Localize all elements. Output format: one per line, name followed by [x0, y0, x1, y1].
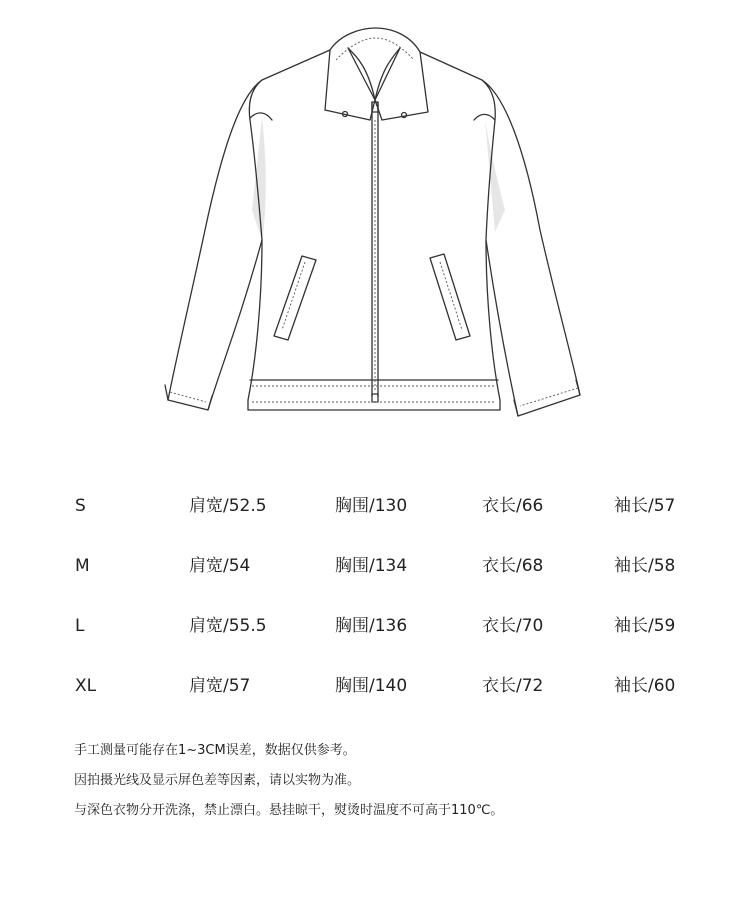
shoulder-width: 肩宽/55.5: [189, 616, 267, 636]
shoulder-width: 肩宽/57: [189, 676, 251, 696]
garment-length: 衣长/66: [482, 496, 544, 516]
garment-length: 衣长/72: [482, 676, 544, 696]
garment-length: 衣长/68: [482, 556, 544, 576]
measurement-note: 手工测量可能存在1~3CM误差，数据仅供参考。: [74, 743, 356, 758]
shoulder-width: 肩宽/54: [189, 556, 251, 576]
size-label: L: [75, 616, 85, 636]
size-row-s: [0, 478, 750, 538]
jacket-flat-sketch-icon: [160, 18, 590, 428]
size-label: S: [75, 496, 86, 516]
size-table: [0, 478, 750, 718]
shoulder-width: 肩宽/52.5: [189, 496, 267, 516]
chest-size: 胸围/136: [335, 616, 408, 636]
size-row-l: [0, 598, 750, 658]
size-label: M: [75, 556, 90, 576]
garment-length: 衣长/70: [482, 616, 544, 636]
size-row-m: [0, 538, 750, 598]
chest-size: 胸围/134: [335, 556, 408, 576]
color-note: 因拍摄光线及显示屏色差等因素，请以实物为准。: [74, 773, 361, 788]
washing-note: 与深色衣物分开洗涤，禁止漂白。悬挂晾干，熨烫时温度不可高于110℃。: [74, 803, 504, 818]
sleeve-length: 袖长/60: [614, 676, 676, 696]
chest-size: 胸围/140: [335, 676, 408, 696]
jacket-illustration: [160, 18, 590, 428]
chest-size: 胸围/130: [335, 496, 408, 516]
sleeve-length: 袖长/59: [614, 616, 676, 636]
sleeve-length: 袖长/57: [614, 496, 676, 516]
size-label: XL: [75, 676, 97, 696]
size-row-xl: [0, 658, 750, 718]
sleeve-length: 袖长/58: [614, 556, 676, 576]
care-notes: [74, 736, 714, 826]
